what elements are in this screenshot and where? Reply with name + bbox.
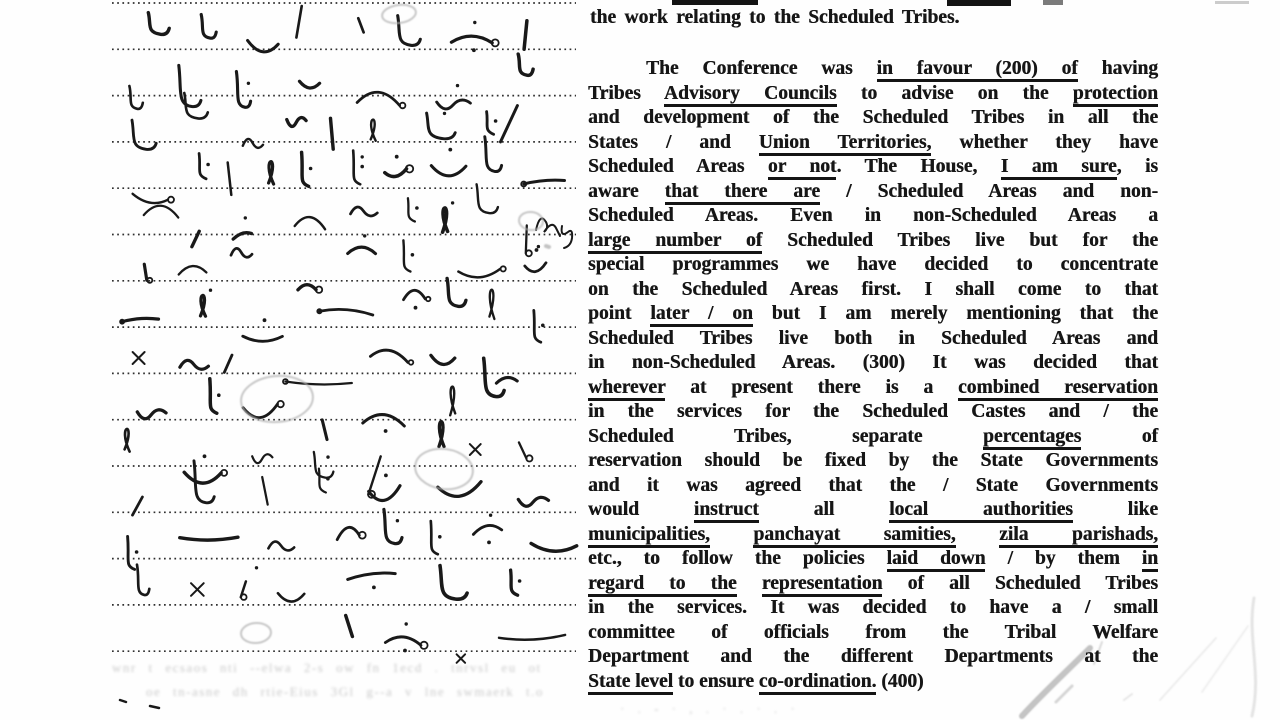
text-line: The Conference was in favour (200) of having (588, 57, 1158, 82)
underlined-phrase: combined reservation (958, 377, 1158, 401)
underlined-phrase: local authorities (889, 499, 1073, 523)
text-line-continuation: the work relating to the Scheduled Tribes. (590, 7, 960, 28)
underlined-phrase: Union Territories, (759, 132, 932, 156)
text-line: Scheduled Areas. Even in non-Scheduled Areas a (588, 205, 1158, 226)
underlined-phrase: that there are (665, 181, 820, 205)
text-line (588, 523, 1158, 548)
text-line: on the Scheduled Areas first. I shall come to that (588, 278, 1158, 300)
text-line: in non-Scheduled Areas. (300) It was decided that (588, 352, 1158, 373)
text-line: State level to ensure co-ordination. (400) (588, 670, 1158, 695)
underlined-phrase: representation (762, 573, 883, 597)
text-line: Scheduled Tribes, separate percentages of (588, 425, 1158, 450)
text-line: regard to the representation of all Scheduled Tribes (588, 572, 1158, 597)
text-line: in the services. It was decided to have a / small (588, 597, 1158, 618)
underline-fragment (672, 0, 758, 5)
underlined-phrase: in favour (200) of (877, 58, 1078, 82)
text-line: in the services for the Scheduled Castes and / the (588, 401, 1158, 422)
underlined-phrase: protection (1073, 83, 1158, 107)
text-line: Scheduled Areas or not. The House, I am sure, is (588, 155, 1158, 180)
text-line: States / and Union Territories, whether they have (588, 131, 1158, 156)
underlined-phrase: or not (768, 156, 837, 180)
underline-fragment (947, 0, 1011, 6)
underlined-phrase: wherever (588, 377, 665, 401)
underlined-phrase: later / on (650, 303, 753, 327)
underlined-phrase: regard to the (588, 573, 737, 597)
underline-fragment (1215, 1, 1249, 4)
text-line: large number of Scheduled Tribes live but for the (588, 229, 1158, 254)
underlined-phrase: State level (588, 671, 673, 695)
underlined-phrase: municipalities, (588, 524, 710, 548)
underlined-phrase: laid down (887, 548, 986, 572)
bleed-through-line: wnr t ecsaos nti --elwa 2-s ow fn 1ecd . tnrvsl eu ot (112, 660, 542, 675)
shorthand-strokes (120, 6, 577, 708)
bleed-through-line: · . - · , . · . · . · (620, 701, 797, 716)
text-line: wherever at present there is a combined reservation (588, 376, 1158, 401)
text-line: and development of the Scheduled Tribes in all the (588, 107, 1158, 128)
paragraph (588, 57, 1158, 694)
text-line: would instruct all local authorities like (588, 498, 1158, 523)
underlined-phrase: large number of (588, 230, 762, 254)
underlined-phrase: panchayat samities, (753, 524, 955, 548)
text-line: Tribes Advisory Councils to advise on the protection (588, 82, 1158, 107)
underlined-phrase: instruct (694, 499, 759, 523)
text-line: special programmes we have decided to concentrate (588, 254, 1158, 275)
text-line: Scheduled Tribes live both in Scheduled Areas and (588, 327, 1158, 349)
underlined-phrase: percentages (983, 426, 1081, 450)
underline-fragment (1043, 0, 1063, 5)
text-line: and it was agreed that the / State Governments (588, 474, 1158, 496)
text-line: committee of officials from the Tribal Welfare (588, 621, 1158, 643)
text-line: etc., to follow the policies laid down / by them in (588, 547, 1158, 572)
underlined-phrase: co-ordination. (759, 671, 877, 695)
text-line: Department and the different Departments at the (588, 646, 1158, 667)
text-line: point later / on but I am merely mentioning that the (588, 302, 1158, 327)
underlined-phrase: Advisory Councils (664, 83, 837, 107)
text-line: aware that there are / Scheduled Areas and non- (588, 180, 1158, 205)
text-line: reservation should be fixed by the State Governments (588, 450, 1158, 471)
underlined-phrase: in (1142, 548, 1158, 572)
underlined-phrase: I am sure (1001, 156, 1117, 180)
underlined-phrase: zila parishads, (999, 524, 1158, 548)
bleed-through-line: oe tn-asne dh rtie-Eius 3Gl g--a v lne swmaerk t.o (146, 684, 544, 699)
